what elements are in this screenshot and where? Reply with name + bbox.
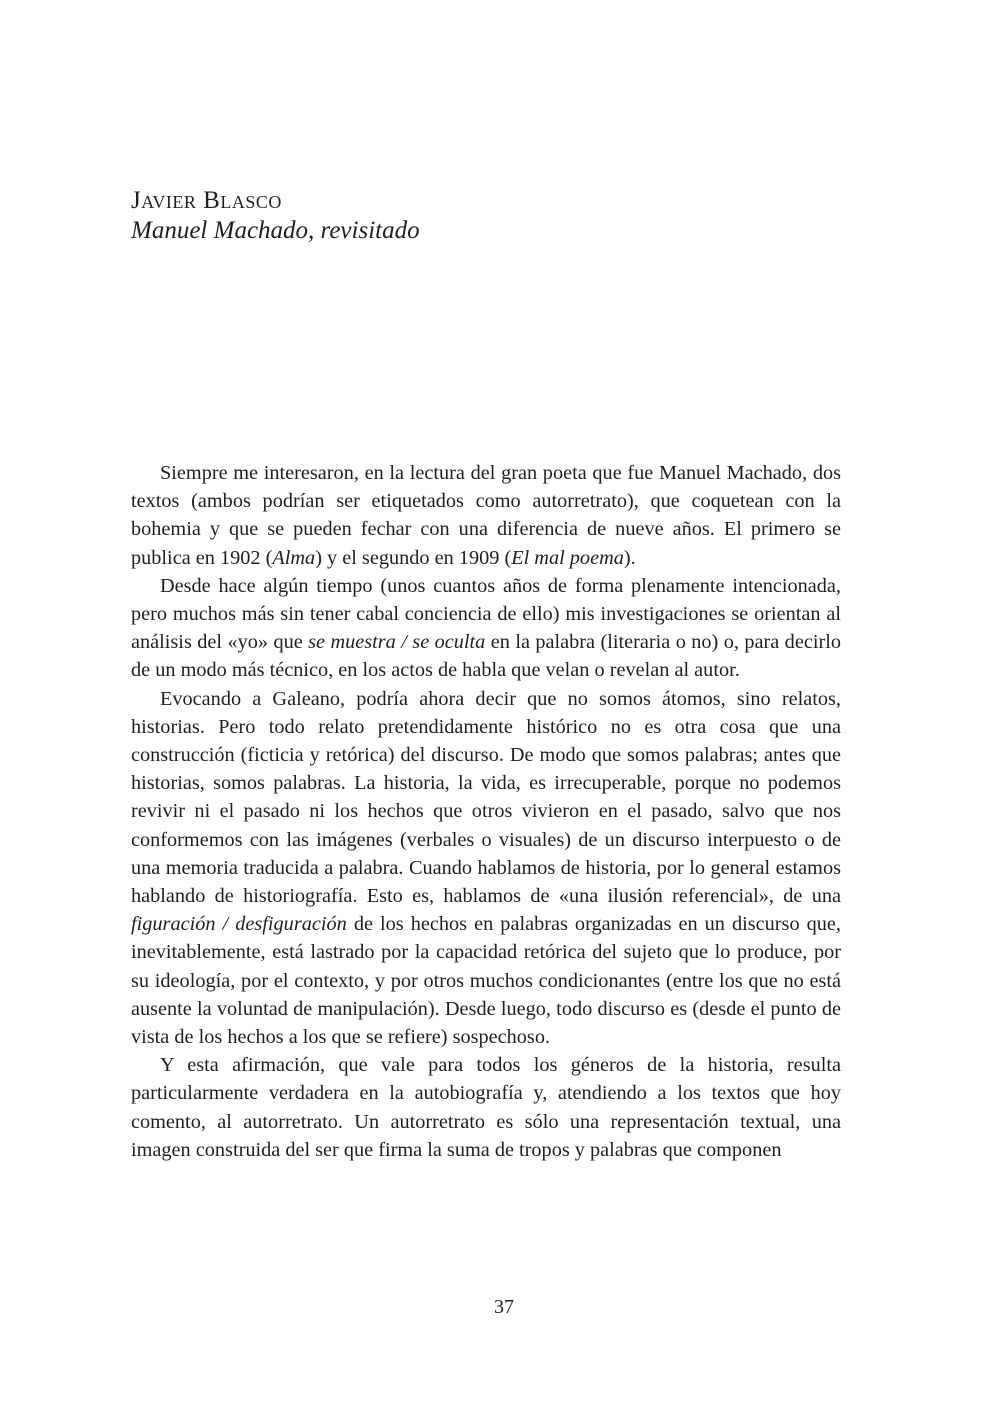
article-title: Manuel Machado, revisitado <box>131 217 420 244</box>
article-header <box>131 186 851 246</box>
paragraph-1-text-cont: ) y el segundo en 1909 ( <box>315 546 512 569</box>
paragraph-1 <box>131 459 841 572</box>
paragraph-1-italic-alma: Alma <box>272 546 316 569</box>
paragraph-3-italic: figuración / desfiguración <box>131 913 347 936</box>
paragraph-3-text-end: de los hechos en palabras organizadas en un discurso que, inevitablemente, está lastrado por la capacidad retórica del sujeto que lo produce, por su ideología, por el contexto, y por otros muchos condicionantes (entre los que no está ausente la voluntad de manipulación). Desde luego, todo discurso es (desde el punto de vista de los hechos a los que se refiere) sospechoso. <box>131 913 841 1049</box>
paragraph-1-italic-el-mal-poema: El mal poema <box>511 546 624 569</box>
article-body <box>131 459 841 1164</box>
paragraph-4-text: Y esta afirmación, que vale para todos los géneros de la historia, resulta particularmente verdadera en la autobiografía y, atendiendo a los textos que hoy comento, al autorretrato. Un autorretrato es sólo una representación textual, una imagen construida del ser que firma la suma de tropos y palabras que componen <box>131 1054 841 1161</box>
paragraph-2-text: Desde hace algún tiempo (unos cuantos años de forma plenamente intencionada, pero muchos más sin tener cabal conciencia de ello) mis investigaciones se orientan al análisis del «yo» que <box>131 574 841 654</box>
page-number: 37 <box>494 1296 514 1318</box>
paragraph-1-text-end: ). <box>623 546 636 569</box>
paragraph-2-text-end: en la palabra (literaria o no) o, para decirlo de un modo más técnico, en los actos de habla que velan o revelan al autor. <box>131 631 841 682</box>
paragraph-4 <box>131 1051 841 1164</box>
paragraph-3 <box>131 685 841 1052</box>
paragraph-2 <box>131 572 841 685</box>
paragraph-3-text: Evocando a Galeano, podría ahora decir que no somos átomos, sino relatos, historias. Pero todo relato pretendidamente histórico no es otra cosa que una construcción (ficticia y retórica) del discurso. De modo que somos palabras; antes que historias, somos palabras. La historia, la vida, es irrecuperable, porque no podemos revivir ni el pasado ni los hechos que otros vivieron en el pasado, salvo que nos conformemos con las imágenes (verbales o visuales) de un discurso interpuesto o de una memoria traducida a palabra. Cuando hablamos de historia, por lo general estamos hablando de historiografía. Esto es, hablamos de «una ilusión referencial», de una <box>131 687 841 908</box>
paragraph-1-text: Siempre me interesaron, en la lectura del gran poeta que fue Manuel Machado, dos textos (ambos podrían ser etiquetados como autorretrato), que coquetean con la bohemia y que se pueden fechar con una diferencia de nueve años. El primero se publica en 1902 ( <box>131 462 841 569</box>
author-name: Javier Blasco <box>131 187 282 214</box>
paragraph-2-italic: se muestra / se oculta <box>308 631 486 654</box>
